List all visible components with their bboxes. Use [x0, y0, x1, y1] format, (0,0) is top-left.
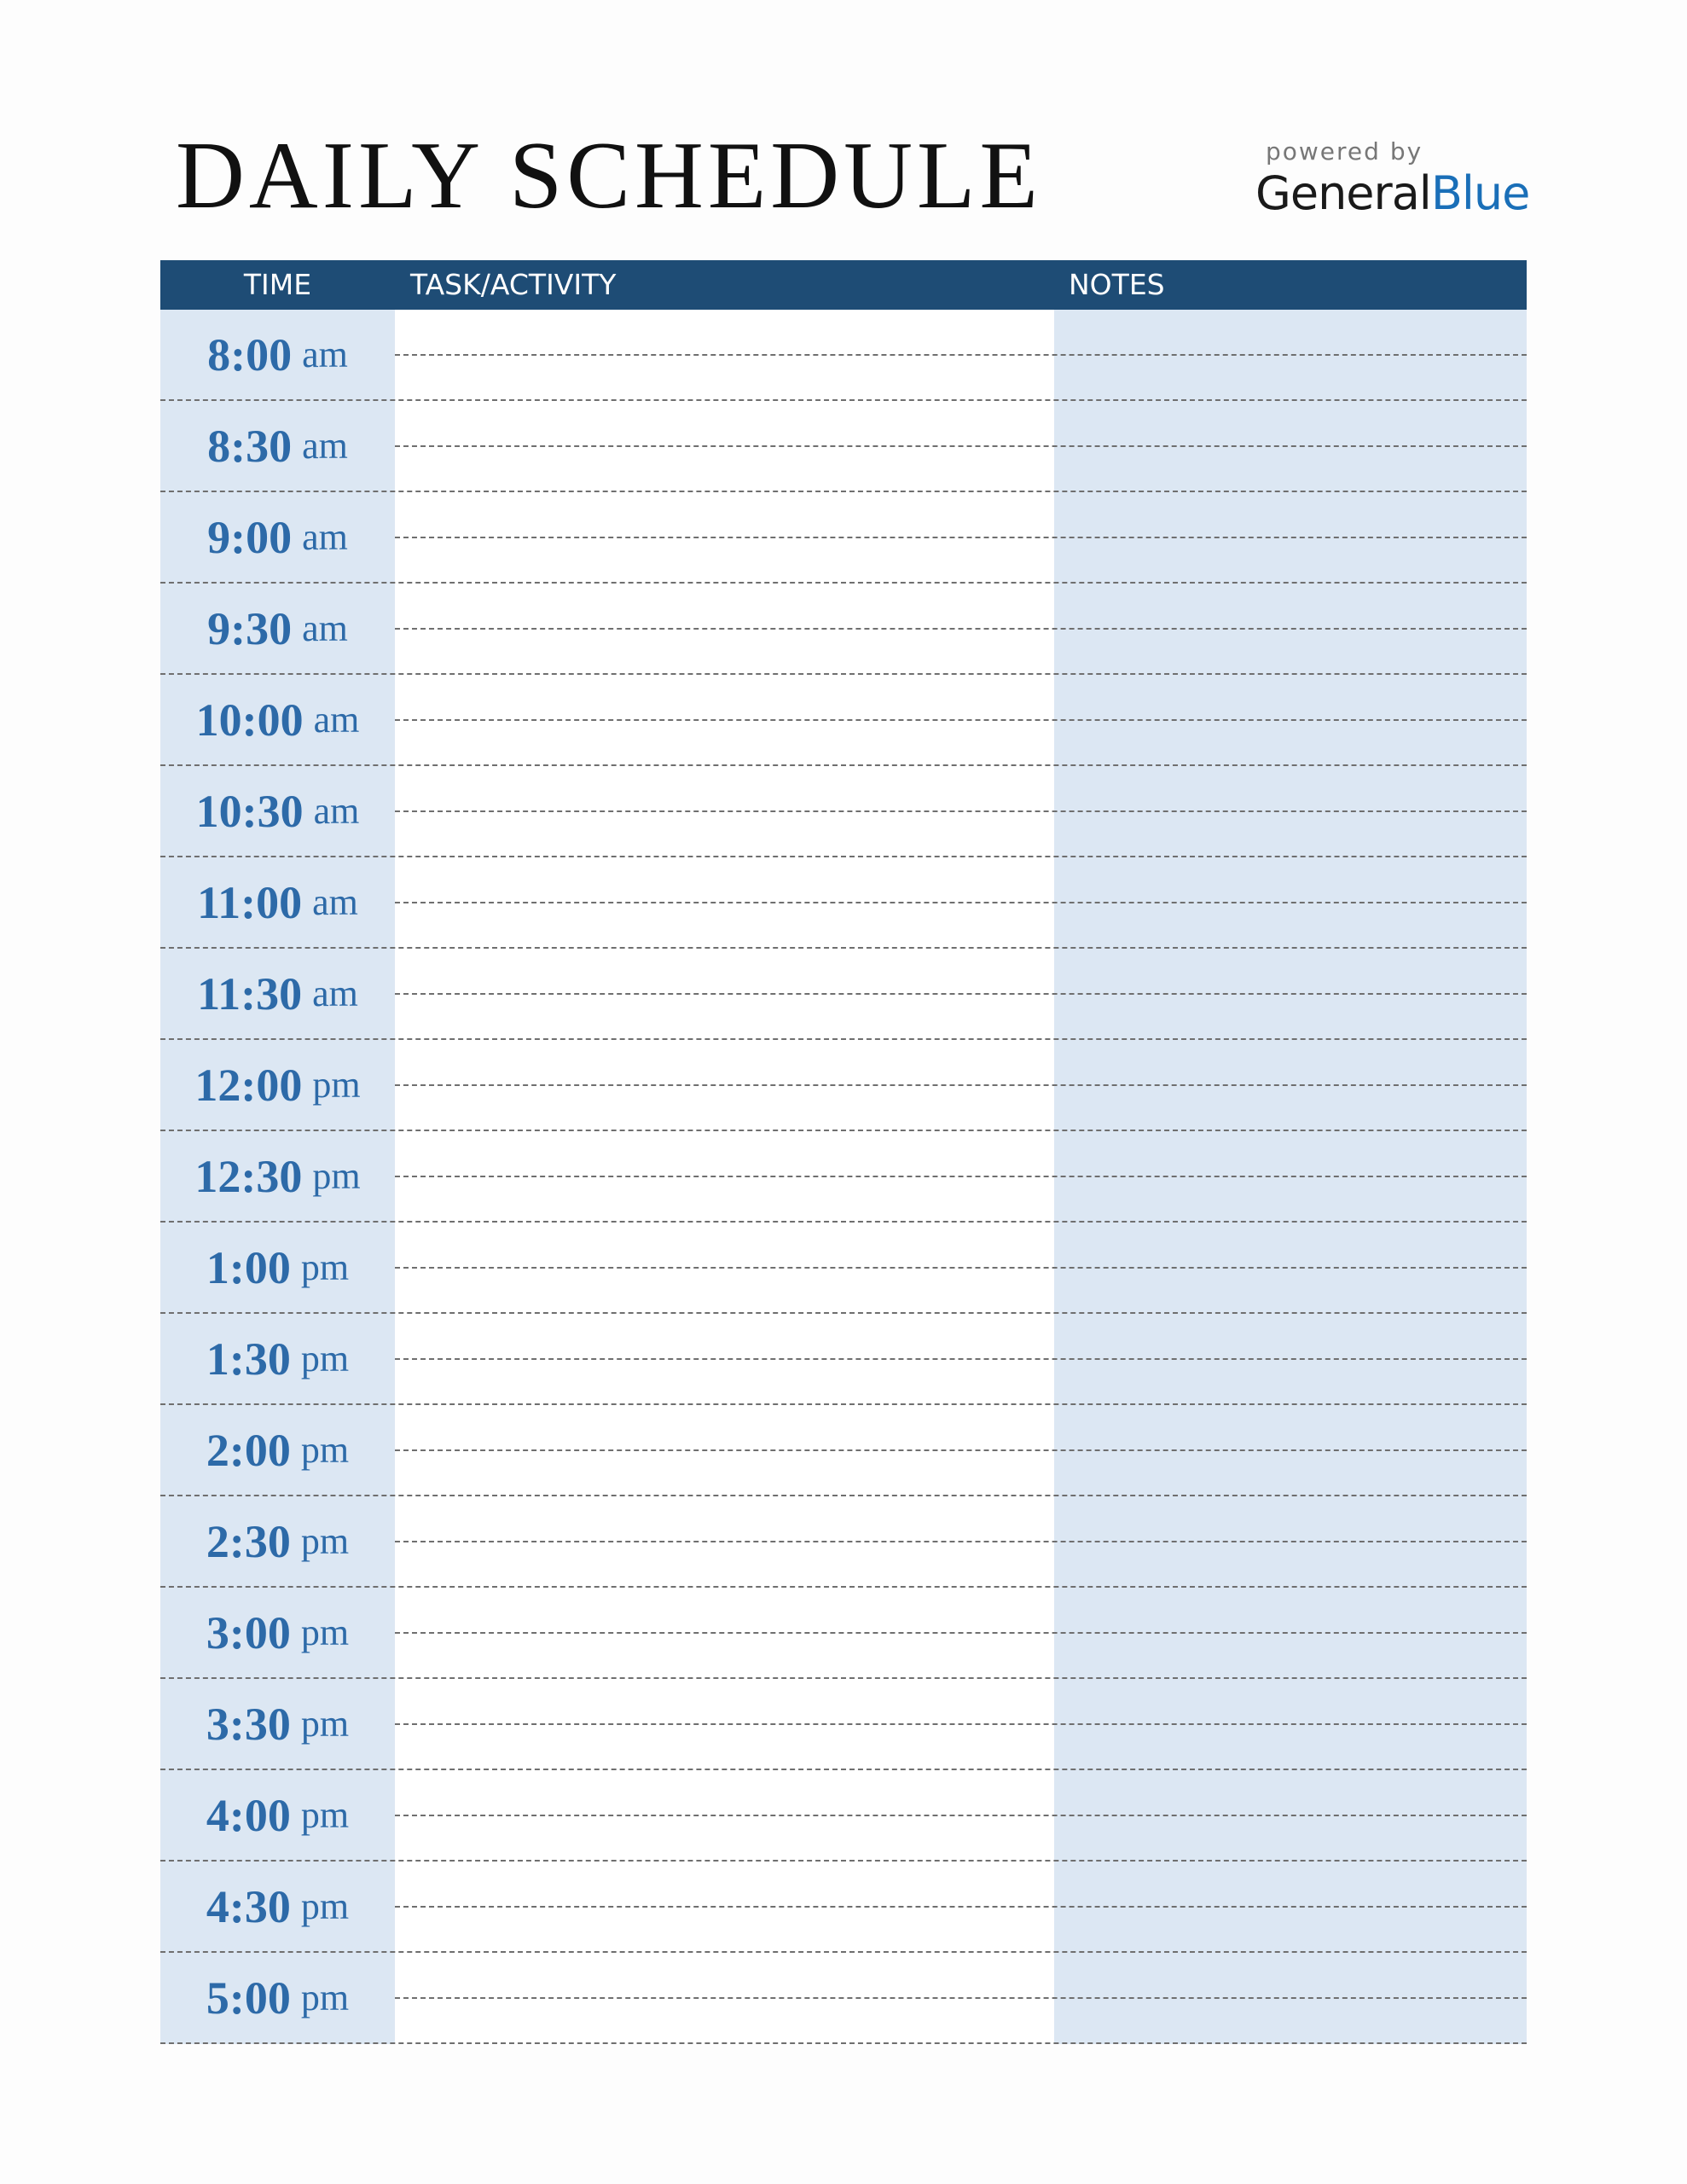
- row-divider: [395, 1449, 1527, 1451]
- row-divider: [395, 719, 1527, 721]
- time-value: 9:00: [207, 511, 293, 563]
- row-divider: [395, 1815, 1527, 1816]
- time-period: am: [312, 973, 358, 1014]
- brand-name: [1255, 166, 1530, 220]
- time-value: 2:30: [206, 1515, 291, 1567]
- time-period: pm: [300, 1703, 350, 1745]
- table-row: [160, 584, 1527, 675]
- time-cell: [160, 766, 395, 856]
- row-divider: [395, 537, 1527, 538]
- table-row: [160, 1588, 1527, 1679]
- time-value: 12:30: [194, 1150, 303, 1202]
- brand-name-blue: Blue: [1430, 166, 1530, 220]
- column-header-notes: NOTES: [1069, 268, 1165, 301]
- time-cell: [160, 1770, 395, 1860]
- schedule-table: [160, 260, 1527, 2044]
- time-cell: [160, 949, 395, 1038]
- time-cell: [160, 1223, 395, 1312]
- time-cell: [160, 1314, 395, 1403]
- table-header: [160, 260, 1527, 310]
- time-value: 2:00: [206, 1424, 291, 1476]
- time-period: pm: [300, 1977, 350, 2018]
- row-divider: [395, 1906, 1527, 1908]
- row-divider: [395, 354, 1527, 356]
- time-period: am: [313, 699, 360, 741]
- time-period: pm: [312, 1064, 361, 1106]
- row-divider: [395, 902, 1527, 903]
- time-period: am: [313, 790, 360, 832]
- time-period: pm: [300, 1246, 350, 1288]
- time-period: am: [302, 607, 348, 649]
- time-value: 10:00: [195, 694, 304, 746]
- row-divider: [395, 1176, 1527, 1177]
- table-row: [160, 1131, 1527, 1223]
- time-value: 12:00: [194, 1059, 303, 1111]
- time-value: 9:30: [207, 602, 293, 654]
- time-value: 4:00: [206, 1789, 291, 1841]
- time-period: pm: [300, 1429, 350, 1471]
- row-divider: [395, 1084, 1527, 1086]
- table-row: [160, 766, 1527, 857]
- time-cell: [160, 1588, 395, 1677]
- time-cell: [160, 310, 395, 399]
- table-row: [160, 1679, 1527, 1770]
- time-period: am: [312, 881, 358, 923]
- table-row: [160, 401, 1527, 492]
- time-value: 11:30: [197, 967, 303, 1019]
- time-period: pm: [312, 1155, 361, 1197]
- row-divider: [395, 1358, 1527, 1360]
- row-divider: [395, 628, 1527, 630]
- time-cell: [160, 1679, 395, 1769]
- time-cell: [160, 1405, 395, 1495]
- time-cell: [160, 857, 395, 947]
- powered-by-label: powered by: [1266, 137, 1423, 166]
- row-divider: [395, 1997, 1527, 1999]
- time-value: 5:00: [206, 1972, 291, 2024]
- brand-name-general: General: [1255, 166, 1431, 220]
- time-period: am: [302, 425, 348, 467]
- table-row: [160, 492, 1527, 584]
- time-cell: [160, 1131, 395, 1221]
- table-row: [160, 949, 1527, 1040]
- time-period: am: [302, 516, 348, 558]
- time-period: pm: [300, 1794, 350, 1836]
- column-header-time: TIME: [243, 268, 312, 301]
- time-value: 8:00: [207, 328, 293, 380]
- time-value: 10:30: [195, 785, 304, 837]
- time-cell: [160, 492, 395, 582]
- time-cell: [160, 584, 395, 673]
- time-value: 1:00: [206, 1241, 291, 1293]
- table-row: [160, 1496, 1527, 1588]
- table-row: [160, 1223, 1527, 1314]
- row-divider: [395, 1541, 1527, 1542]
- time-value: 8:30: [207, 420, 293, 472]
- time-cell: [160, 1953, 395, 2042]
- page-title: DAILY SCHEDULE: [176, 123, 1042, 229]
- row-divider: [395, 1267, 1527, 1269]
- row-divider: [395, 993, 1527, 995]
- table-body: [160, 310, 1527, 2044]
- time-period: pm: [300, 1885, 350, 1927]
- column-header-task: TASK/ACTIVITY: [410, 268, 617, 301]
- time-cell: [160, 1040, 395, 1130]
- time-cell: [160, 1862, 395, 1951]
- table-row: [160, 1405, 1527, 1496]
- table-row: [160, 1953, 1527, 2044]
- table-row: [160, 310, 1527, 401]
- time-value: 3:30: [206, 1698, 291, 1750]
- time-cell: [160, 675, 395, 764]
- time-period: am: [302, 334, 348, 375]
- time-value: 4:30: [206, 1880, 291, 1932]
- time-cell: [160, 1496, 395, 1586]
- time-period: pm: [300, 1338, 350, 1380]
- table-row: [160, 857, 1527, 949]
- table-row: [160, 1862, 1527, 1953]
- row-divider: [395, 1723, 1527, 1725]
- time-period: pm: [300, 1520, 350, 1562]
- time-period: pm: [300, 1612, 350, 1653]
- time-value: 11:00: [197, 876, 303, 928]
- table-row: [160, 675, 1527, 766]
- row-divider: [395, 1632, 1527, 1634]
- brand-logo: [1255, 137, 1530, 220]
- table-row: [160, 1770, 1527, 1862]
- time-cell: [160, 401, 395, 491]
- table-row: [160, 1040, 1527, 1131]
- time-value: 1:30: [206, 1333, 291, 1385]
- row-divider: [395, 445, 1527, 447]
- time-value: 3:00: [206, 1606, 291, 1658]
- table-row: [160, 1314, 1527, 1405]
- row-divider: [395, 810, 1527, 812]
